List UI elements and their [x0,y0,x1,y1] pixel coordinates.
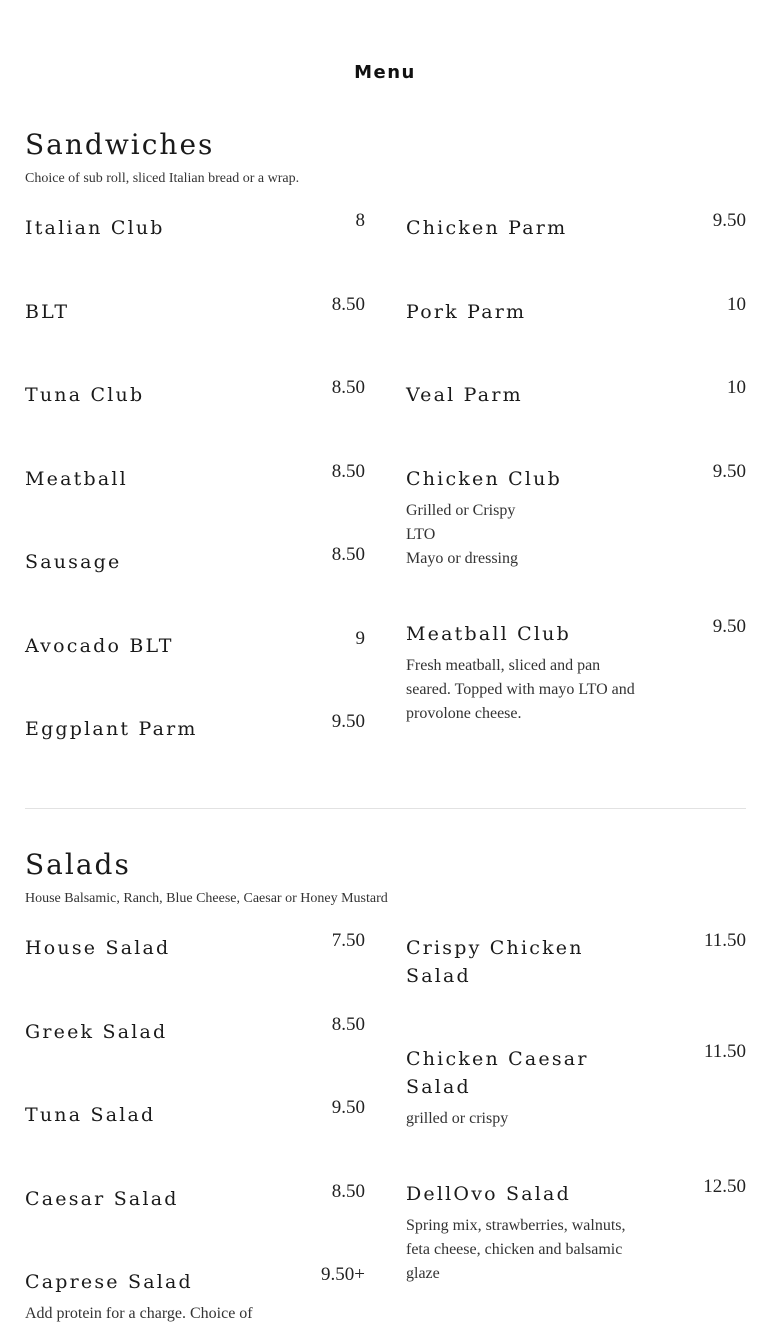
item-name: Chicken Caesar Salad [406,1048,589,1098]
item-name: Sausage [25,551,122,573]
item-description-line: Spring mix, strawberries, walnuts, [406,1217,626,1234]
item-price: 9 [355,628,365,649]
item-price: 11.50 [703,930,746,951]
item-description-line: feta cheese, chicken and balsamic [406,1241,623,1258]
item-price: 11.50 [703,1041,746,1062]
menu-item-house-salad[interactable] [25,930,365,962]
menu-item-chicken-caesar-salad[interactable] [406,1041,746,1131]
item-name: Meatball [25,468,128,490]
item-description-line: grilled or crispy [406,1110,509,1127]
menu-item-avocado-blt[interactable] [25,628,365,660]
item-name: BLT [25,301,70,323]
item-description [406,654,746,726]
menu-item-chicken-parm[interactable] [406,210,746,242]
menu-item-pork-parm[interactable] [406,294,746,326]
item-price: 9.50 [712,210,746,231]
menu-item-greek-salad[interactable] [25,1014,365,1046]
item-price: 10 [727,294,746,315]
item-name: Avocado BLT [25,635,174,657]
item-price: 8 [355,210,365,231]
item-price: 10 [727,377,746,398]
item-price: 9.50+ [321,1264,365,1285]
item-description-line: Grilled or Crispy [406,502,516,519]
item-description [406,499,746,571]
menu-item-caprese-salad[interactable] [25,1264,365,1326]
item-name: Chicken Club [406,468,562,490]
item-description [406,1214,746,1286]
item-description-line: Fresh meatball, sliced and pan [406,657,601,674]
menu-item-caesar-salad[interactable] [25,1181,365,1213]
item-description-line: provolone cheese. [406,705,522,722]
item-name: DellOvo Salad [406,1183,571,1205]
item-name: House Salad [25,937,171,959]
menu-item-meatball[interactable] [25,461,365,493]
item-price: 7.50 [331,930,365,951]
item-description-line: seared. Topped with mayo LTO and [406,681,635,698]
item-name: Veal Parm [406,384,523,406]
item-name: Tuna Club [25,384,145,406]
item-name: Caesar Salad [25,1188,179,1210]
item-price: 9.50 [712,461,746,482]
item-description-line: Mayo or dressing [406,550,518,567]
menu-item-sausage[interactable] [25,544,365,576]
item-name: Eggplant Parm [25,718,198,740]
menu-item-blt[interactable] [25,294,365,326]
section-subtitle-salads: House Balsamic, Ranch, Blue Cheese, Caesar or Honey Mustard [25,891,388,906]
item-price: 9.50 [331,711,365,732]
item-price: 8.50 [331,1181,365,1202]
item-name: Pork Parm [406,301,527,323]
item-price: 9.50 [331,1097,365,1118]
section-divider [25,808,746,809]
item-price: 9.50 [712,616,746,637]
menu-item-tuna-club[interactable] [25,377,365,409]
menu-item-chicken-club[interactable] [406,461,746,571]
section-subtitle-sandwiches: Choice of sub roll, sliced Italian bread or a wrap. [25,171,300,186]
menu-item-tuna-salad[interactable] [25,1097,365,1129]
menu-item-veal-parm[interactable] [406,377,746,409]
item-name: Caprese Salad [25,1271,193,1293]
menu-item-meatball-club[interactable] [406,616,746,726]
item-name: Crispy Chicken Salad [406,937,584,987]
item-description-line: LTO [406,526,436,543]
item-description-line: glaze [406,1265,440,1282]
menu-item-crispy-chicken-salad[interactable] [406,930,746,990]
menu-item-eggplant-parm[interactable] [25,711,365,743]
menu-title: Menu [354,62,416,83]
section-title-salads: Salads [25,848,131,881]
item-price: 12.50 [703,1176,746,1197]
item-description [25,1302,365,1326]
item-name: Italian Club [25,217,165,239]
menu-item-dellovo-salad[interactable] [406,1176,746,1286]
item-name: Meatball Club [406,623,571,645]
item-price: 8.50 [331,461,365,482]
item-description-line: Add protein for a charge. Choice of [25,1305,253,1322]
menu-item-italian-club[interactable] [25,210,365,242]
item-name: Chicken Parm [406,217,568,239]
item-price: 8.50 [331,294,365,315]
section-title-sandwiches: Sandwiches [25,128,215,161]
item-name: Tuna Salad [25,1104,156,1126]
item-price: 8.50 [331,377,365,398]
item-name: Greek Salad [25,1021,168,1043]
item-price: 8.50 [331,1014,365,1035]
item-price: 8.50 [331,544,365,565]
item-description [406,1107,746,1131]
